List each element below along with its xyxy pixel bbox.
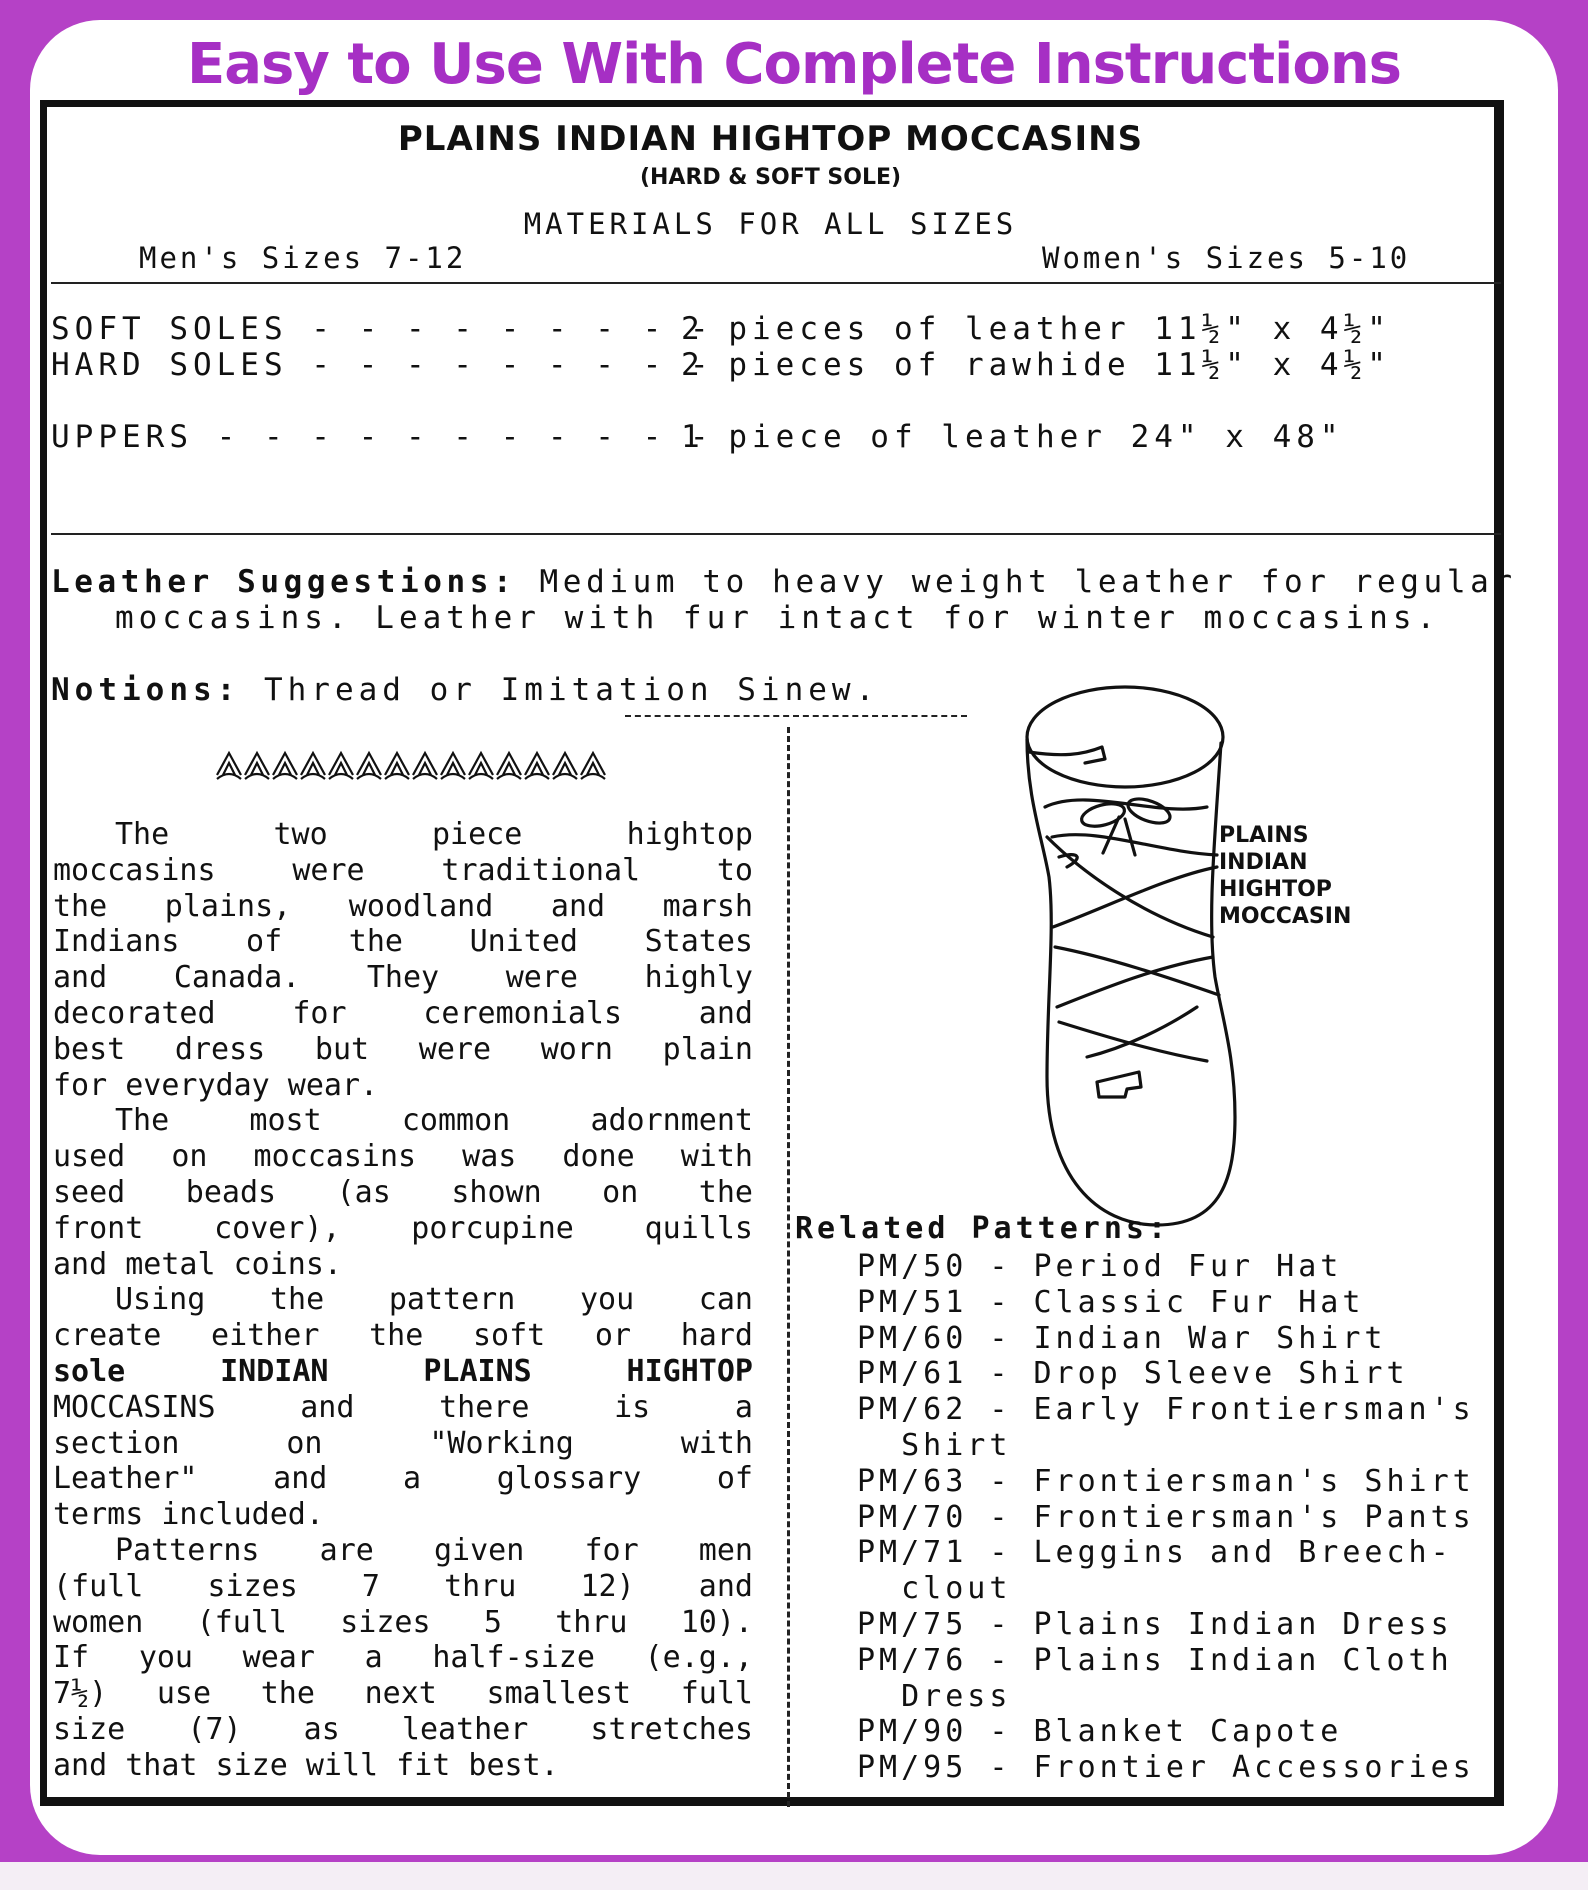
body-line: The most common adornment: [115, 1103, 753, 1139]
divider-top: [51, 282, 1501, 284]
related-pattern-item: PM/70 - Frontiersman's Pants: [857, 1499, 1475, 1535]
caption-line: MOCCASIN: [1219, 904, 1352, 929]
body-line: and that size will fit best.: [53, 1747, 559, 1783]
notions-label: Notions:: [51, 672, 241, 708]
related-pattern-item: PM/51 - Classic Fur Hat: [857, 1284, 1365, 1320]
body-line: for everyday wear.: [53, 1067, 379, 1103]
body-line: MOCCASINS and there is a: [53, 1389, 753, 1425]
related-pattern-item: PM/95 - Frontier Accessories: [857, 1750, 1475, 1786]
body-line: Using the pattern you can: [115, 1282, 753, 1318]
divider-middle: [51, 533, 1501, 535]
body-line: used on moccasins was done with: [53, 1139, 753, 1175]
body-line: (full sizes 7 thru 12) and: [53, 1568, 753, 1604]
body-line: If you wear a half-size (e.g.,: [53, 1640, 753, 1676]
material-desc-hard-soles: 2 pieces of rawhide 11½" x 4½": [681, 347, 1391, 383]
body-line: Indians of the United States: [53, 924, 753, 960]
materials-heading: MATERIALS FOR ALL SIZES: [523, 207, 1018, 241]
related-patterns-list: [795, 1249, 1495, 1786]
dashed-divider-horizontal: [625, 715, 967, 717]
related-pattern-item: PM/90 - Blanket Capote: [857, 1714, 1343, 1750]
body-line: sole INDIAN PLAINS HIGHTOP: [53, 1353, 753, 1389]
body-line: decorated for ceremonials and: [53, 995, 753, 1031]
body-line: women (full sizes 5 thru 10).: [53, 1604, 753, 1640]
pattern-title: PLAINS INDIAN HIGHTOP MOCCASINS: [397, 119, 1144, 159]
notions: [51, 672, 879, 708]
related-pattern-item: PM/62 - Early Frontiersman's: [857, 1392, 1475, 1428]
related-pattern-item: PM/76 - Plains Indian Cloth: [857, 1642, 1453, 1678]
material-label-uppers: UPPERS - - - - - - - - - - -: [51, 419, 714, 455]
moccasin-illustration: [1007, 677, 1257, 1237]
leather-text-2: moccasins. Leather with fur intact for winter moccasins.: [115, 600, 1441, 636]
body-line: section on "Working with: [53, 1425, 753, 1461]
notions-text: Thread or Imitation Sinew.: [263, 672, 880, 708]
related-patterns-heading: Related Patterns:: [795, 1211, 1171, 1246]
caption-line: INDIAN: [1219, 850, 1308, 875]
material-label-soft-soles: SOFT SOLES - - - - - - - - -: [51, 311, 714, 347]
related-pattern-item: PM/60 - Indian War Shirt: [857, 1320, 1387, 1356]
body-line: moccasins were traditional to: [53, 852, 753, 888]
body-line: The two piece hightop: [115, 817, 753, 852]
related-pattern-item: PM/71 - Leggins and Breech-: [857, 1535, 1453, 1571]
caption-line: PLAINS: [1219, 823, 1309, 848]
description-column: [53, 817, 753, 1784]
body-line: create either the soft or hard: [53, 1318, 753, 1354]
material-desc-uppers: 1 piece of leather 24" x 48": [681, 419, 1344, 455]
leather-text-1: Medium to heavy weight leather for regular: [539, 564, 1517, 600]
body-line: 7½) use the next smallest full: [53, 1676, 753, 1712]
related-pattern-item: clout: [857, 1571, 1012, 1607]
body-line: best dress but were worn plain: [53, 1031, 753, 1067]
body-line: Patterns are given for men: [115, 1532, 753, 1568]
body-line: Leather" and a glossary of: [53, 1461, 753, 1497]
pattern-subtitle: (HARD & SOFT SOLE): [639, 165, 902, 190]
body-line: size (7) as leather stretches: [53, 1711, 753, 1747]
related-pattern-item: PM/63 - Frontiersman's Shirt: [857, 1463, 1475, 1499]
related-pattern-item: Dress: [857, 1678, 1012, 1714]
leather-label: Leather Suggestions:: [51, 564, 517, 600]
material-label-hard-soles: HARD SOLES - - - - - - - - -: [51, 347, 714, 383]
caption-line: HIGHTOP: [1219, 877, 1332, 902]
leather-suggestions: [51, 564, 1517, 600]
illustration-caption: [1219, 822, 1351, 930]
page-bottom-strip: [0, 1862, 1588, 1890]
material-desc-soft-soles: 2 pieces of leather 11½" x 4½": [681, 311, 1391, 347]
headline: Easy to Use With Complete Instructions: [186, 32, 1402, 97]
body-line: the plains, woodland and marsh: [53, 888, 753, 924]
pattern-info-box: [40, 100, 1517, 1806]
body-line: front cover), porcupine quills: [53, 1210, 753, 1246]
related-pattern-item: PM/75 - Plains Indian Dress: [857, 1606, 1453, 1642]
body-line: terms included.: [53, 1497, 324, 1533]
dashed-divider-vertical: [787, 727, 790, 1807]
body-line: and Canada. They were highly: [53, 960, 753, 996]
body-line: seed beads (as shown on the: [53, 1174, 753, 1210]
related-pattern-item: PM/50 - Period Fur Hat: [857, 1249, 1343, 1284]
mens-sizes: Men's Sizes 7-12: [139, 241, 467, 275]
womens-sizes: Women's Sizes 5-10: [1042, 241, 1411, 275]
related-pattern-item: PM/61 - Drop Sleeve Shirt: [857, 1356, 1409, 1392]
body-line: and metal coins.: [53, 1246, 342, 1282]
beadwork-ornament: [215, 747, 625, 783]
related-pattern-item: Shirt: [857, 1427, 1012, 1463]
